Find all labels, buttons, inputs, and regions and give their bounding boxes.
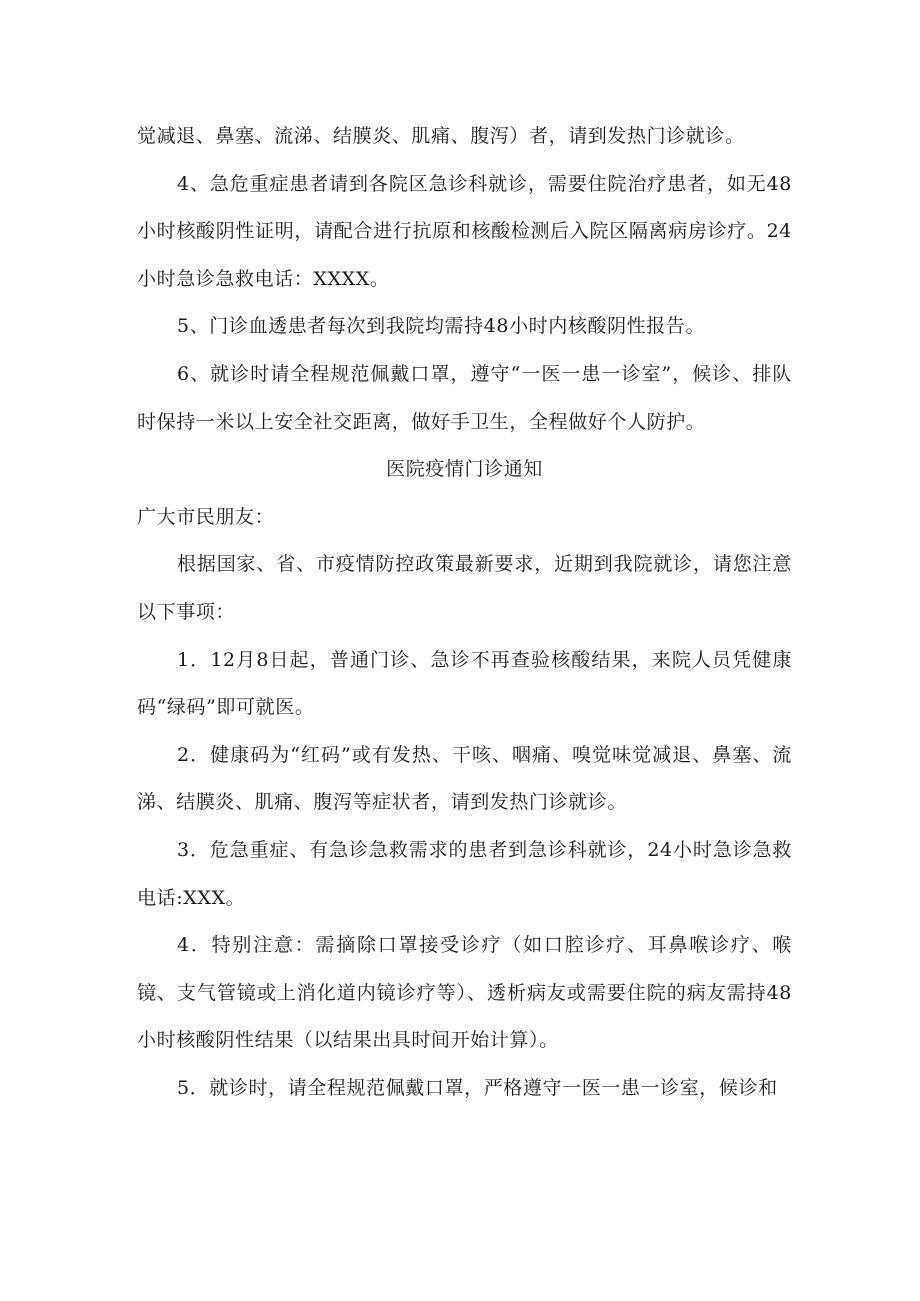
paragraph-item-5: 5、门诊血透患者每次到我院均需持48小时内核酸阴性报告。 <box>177 315 706 338</box>
paragraph-item-6: 6、就诊时请全程规范佩戴口罩，遵守“一医一患一诊室”，候诊、排队时保持一米以上安全社交距离，做好手卫生，全程做好个人防护。 <box>137 362 792 433</box>
intro-paragraph: 根据国家、省、市疫情防控政策最新要求，近期到我院就诊，请您注意以下事项： <box>137 553 792 623</box>
notice-item-3: 3．危急重症、有急诊急救需求的患者到急诊科就诊，24小时急诊急救电话:XXX。 <box>137 838 792 909</box>
notice-item-4: 4．特别注意：需摘除口罩接受诊疗（如口腔诊疗、耳鼻喉诊疗、喉镜、支气管镜或上消化道内镜诊疗等）、透析病友或需要住院的病友需持48小时核酸阴性结果（以结果出具时间开始计算）。 <box>137 934 792 1052</box>
notice-item-5: 5．就诊时，请全程规范佩戴口罩，严格遵守一医一患一诊室，候诊和 <box>177 1076 778 1099</box>
notice-item-1: 1．12月8日起，普通门诊、急诊不再查验核酸结果，来院人员凭健康码“绿码”即可就医。 <box>137 648 792 719</box>
notice-item-2: 2．健康码为“红码”或有发热、干咳、咽痛、嗅觉味觉减退、鼻塞、流涕、结膜炎、肌痛、腹泻等症状者，请到发热门诊就诊。 <box>137 743 792 814</box>
salutation: 广大市民朋友： <box>137 505 275 528</box>
paragraph-continuation: 觉减退、鼻塞、流涕、结膜炎、肌痛、腹泻）者，请到发热门诊就诊。 <box>137 125 745 147</box>
paragraph-item-4: 4、急危重症患者请到各院区急诊科就诊，需要住院治疗患者，如无48小时核酸阴性证明，请配合进行抗原和核酸检测后入院区隔离病房诊疗。24小时急诊急救电话：XXXX。 <box>137 172 792 290</box>
notice-title: 医院疫情门诊通知 <box>386 458 543 481</box>
